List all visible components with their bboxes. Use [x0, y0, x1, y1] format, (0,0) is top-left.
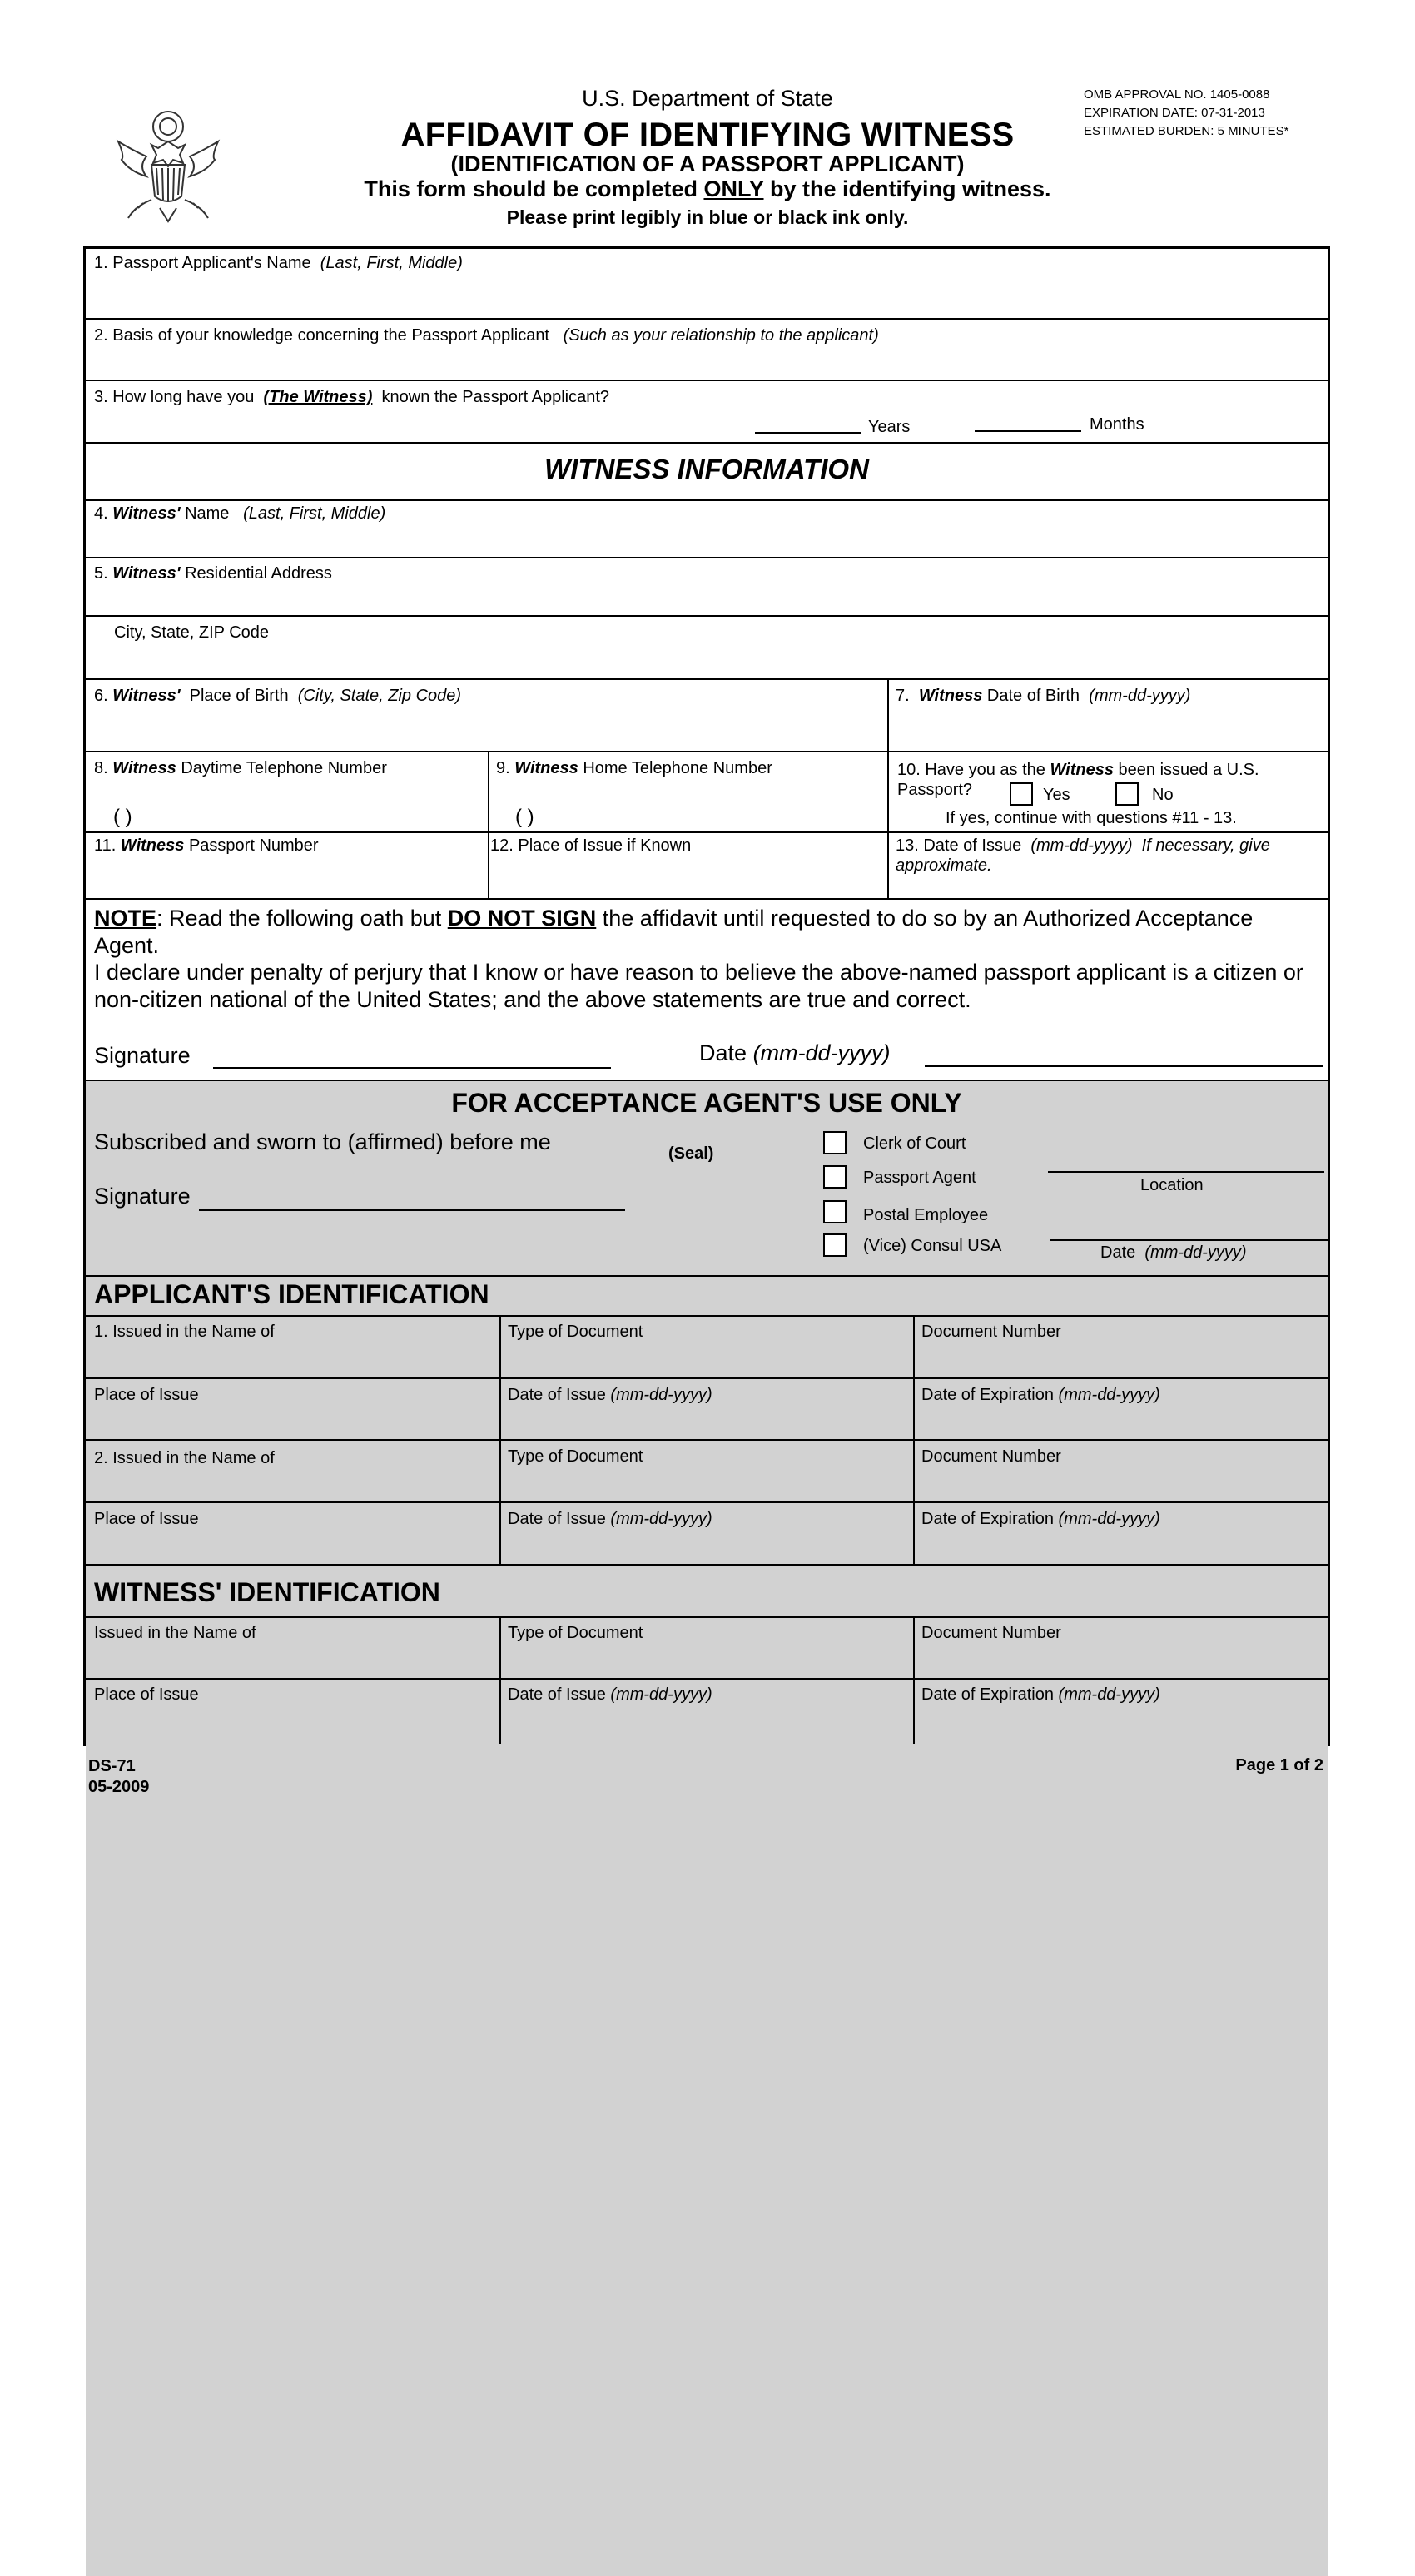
applicant-id1-type-field[interactable]: Type of Document	[508, 1323, 643, 1341]
postal-employee-checkbox[interactable]	[823, 1200, 847, 1223]
no-label: No	[1152, 786, 1174, 804]
agent-signature-line[interactable]	[199, 1209, 625, 1211]
oath-date-line[interactable]	[925, 1065, 1323, 1067]
applicant-id1-name-field[interactable]: 1. Issued in the Name of	[94, 1323, 275, 1341]
applicant-id2-issue-date-field[interactable]: Date of Issue (mm-dd-yyyy)	[508, 1510, 712, 1528]
yes-label: Yes	[1043, 786, 1070, 804]
applicant-id2-type-field[interactable]: Type of Document	[508, 1447, 643, 1466]
agent-date-line[interactable]	[1050, 1239, 1329, 1241]
department-name: U.S. Department of State	[582, 86, 833, 111]
applicant-id1-place-field[interactable]: Place of Issue	[94, 1386, 199, 1404]
witness-id-name-field[interactable]: Issued in the Name of	[94, 1624, 256, 1642]
witness-id-issue-date-field[interactable]: Date of Issue (mm-dd-yyyy)	[508, 1685, 712, 1704]
postal-employee-label: Postal Employee	[863, 1206, 989, 1224]
months-label: Months	[1090, 415, 1144, 434]
city-state-zip-field[interactable]: City, State, ZIP Code	[114, 623, 270, 642]
ink-instruction: Please print legibly in blue or black ink only.	[506, 206, 909, 228]
years-label: Years	[868, 418, 911, 436]
sworn-statement: Subscribed and sworn to (affirmed) before me	[94, 1129, 551, 1154]
passport-agent-checkbox[interactable]	[823, 1165, 847, 1189]
witness-address-field[interactable]: 5. Witness' Residential Address	[94, 564, 332, 583]
applicant-id2-expiration-field[interactable]: Date of Expiration (mm-dd-yyyy)	[921, 1510, 1160, 1528]
passport-issued-question: 10. Have you as the Witness been issued a U.S.	[897, 761, 1259, 779]
years-input[interactable]	[755, 432, 861, 434]
witness-passport-number-field[interactable]: 11. Witness Passport Number	[94, 836, 319, 855]
witness-information-heading: WITNESS INFORMATION	[544, 454, 869, 484]
page-number: Page 1 of 2	[1235, 1756, 1323, 1774]
witness-id-type-field[interactable]: Type of Document	[508, 1624, 643, 1642]
applicant-id1-issue-date-field[interactable]: Date of Issue (mm-dd-yyyy)	[508, 1386, 712, 1404]
home-area-code[interactable]: ( )	[515, 806, 534, 828]
instruction-line: This form should be completed ONLY by the identifying witness.	[364, 176, 1051, 201]
date-of-issue-hint: approximate.	[896, 856, 992, 875]
omb-info: OMB APPROVAL NO. 1405-0088 EXPIRATION DATE: 07-31-2013 ESTIMATED BURDEN: 5 MINUTES*	[1084, 87, 1289, 138]
seal-label: (Seal)	[668, 1144, 714, 1163]
form-number: DS-71 05-2009	[88, 1757, 150, 1796]
passport-question-line2: Passport?	[897, 781, 973, 799]
affidavit-form	[83, 246, 1330, 1746]
applicant-id2-number-field[interactable]: Document Number	[921, 1447, 1061, 1466]
witness-signature-line[interactable]	[213, 1067, 611, 1069]
knowledge-basis-field[interactable]: 2. Basis of your knowledge concerning the Passport Applicant (Such as your relationship to the applicant)	[94, 326, 879, 345]
applicant-name-field[interactable]: 1. Passport Applicant's Name (Last, First, Middle)	[94, 254, 463, 272]
witness-id-place-field[interactable]: Place of Issue	[94, 1685, 199, 1704]
witness-name-field[interactable]: 4. Witness' Name (Last, First, Middle)	[94, 504, 386, 523]
witness-id-expiration-field[interactable]: Date of Expiration (mm-dd-yyyy)	[921, 1685, 1160, 1704]
applicant-id2-place-field[interactable]: Place of Issue	[94, 1510, 199, 1528]
vice-consul-checkbox[interactable]	[823, 1233, 847, 1257]
daytime-area-code[interactable]: ( )	[113, 806, 132, 828]
witness-id-number-field[interactable]: Document Number	[921, 1624, 1061, 1642]
clerk-of-court-label: Clerk of Court	[863, 1134, 966, 1153]
applicant-id1-number-field[interactable]: Document Number	[921, 1323, 1061, 1341]
witness-identification-heading: WITNESS' IDENTIFICATION	[94, 1577, 440, 1607]
no-checkbox[interactable]	[1115, 782, 1139, 806]
witness-birthdate-field[interactable]: 7. Witness Date of Birth (mm-dd-yyyy)	[896, 687, 1191, 705]
location-label: Location	[1140, 1176, 1204, 1194]
passport-followup-note: If yes, continue with questions #11 - 13.	[946, 809, 1237, 827]
form-title: AFFIDAVIT OF IDENTIFYING WITNESS	[400, 117, 1015, 153]
signature-label: Signature	[94, 1043, 191, 1068]
agent-signature-label: Signature	[94, 1184, 191, 1209]
date-of-issue-field[interactable]: 13. Date of Issue (mm-dd-yyyy) If necessary, give	[896, 836, 1270, 855]
clerk-of-court-checkbox[interactable]	[823, 1131, 847, 1154]
oath-declaration: I declare under penalty of perjury that I know or have reason to believe the above-named passport applicant is a citizen or non-citizen national of the United States; and the above statements are true and correct.	[94, 960, 1303, 1012]
location-line[interactable]	[1048, 1171, 1324, 1173]
form-subtitle: (IDENTIFICATION OF A PASSPORT APPLICANT)	[450, 151, 965, 176]
applicant-id2-name-field[interactable]: 2. Issued in the Name of	[94, 1449, 275, 1467]
witness-daytime-phone-field[interactable]: 8. Witness Daytime Telephone Number	[94, 759, 387, 777]
place-of-issue-field[interactable]: 12. Place of Issue if Known	[490, 836, 692, 855]
vice-consul-label: (Vice) Consul USA	[863, 1237, 1002, 1255]
applicant-id1-expiration-field[interactable]: Date of Expiration (mm-dd-yyyy)	[921, 1386, 1160, 1404]
agent-date-label: Date (mm-dd-yyyy)	[1100, 1243, 1247, 1262]
months-input[interactable]	[975, 430, 1081, 432]
known-duration-label: 3. How long have you (The Witness) known the Passport Applicant?	[94, 388, 610, 406]
witness-birthplace-field[interactable]: 6. Witness' Place of Birth (City, State, Zip Code)	[94, 687, 462, 705]
yes-checkbox[interactable]	[1010, 782, 1033, 806]
oath-date-label: Date (mm-dd-yyyy)	[699, 1040, 891, 1065]
applicant-identification-heading: APPLICANT'S IDENTIFICATION	[94, 1279, 489, 1309]
passport-agent-label: Passport Agent	[863, 1169, 976, 1187]
witness-home-phone-field[interactable]: 9. Witness Home Telephone Number	[496, 759, 772, 777]
oath-note: NOTE: Read the following oath but DO NOT SIGN the affidavit until requested to do so by an Authorized Acceptance Agent.	[94, 906, 1254, 958]
agent-use-heading: FOR ACCEPTANCE AGENT'S USE ONLY	[451, 1088, 962, 1118]
